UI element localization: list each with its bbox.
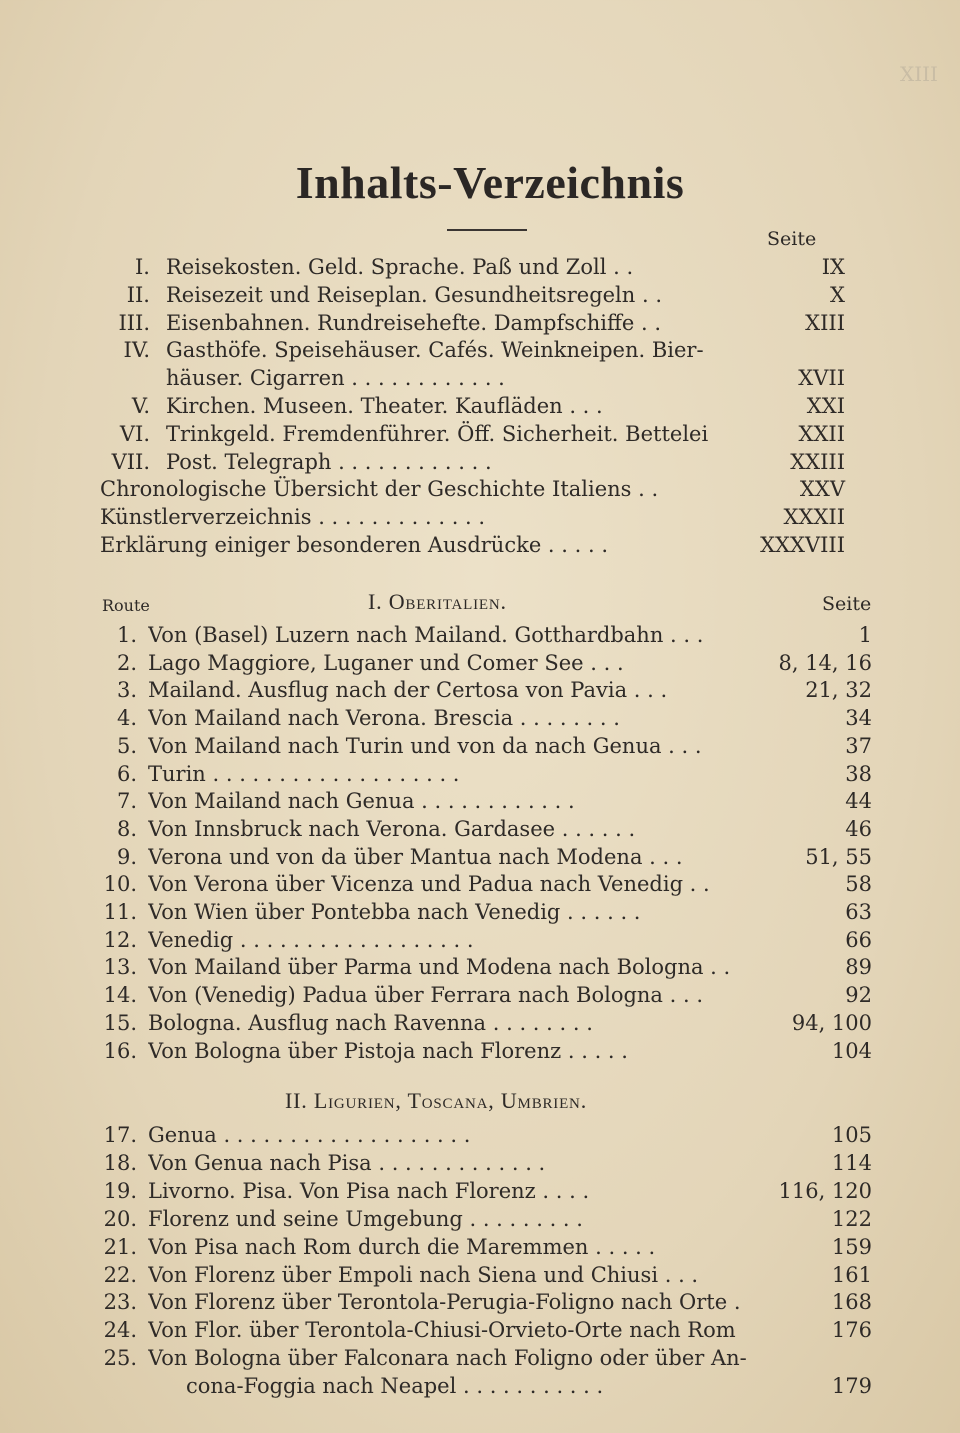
entry-title: Von Mailand über Parma und Modena nach Bologna . . (148, 955, 731, 980)
toc-entry (0, 1037, 960, 1065)
entry-page-number: 114 (831, 1150, 872, 1175)
toc-entry (0, 336, 960, 364)
entry-title: Von Flor. über Terontola-Chiusi-Orvieto-Orte nach Rom (148, 1318, 736, 1343)
entry-page-number: 44 (845, 789, 872, 814)
entry-number: 4. (116, 706, 137, 731)
entry-number: 17. (103, 1123, 137, 1147)
entry-title: Von Genua nach Pisa . . . . . . . . . . . . . (148, 1150, 546, 1175)
toc-entry (0, 732, 960, 760)
entry-number: 11. (103, 900, 137, 924)
toc-entry (0, 787, 960, 815)
entry-page-number: 37 (845, 733, 872, 758)
entry-title: Erklärung einiger besonderen Ausdrücke . . . . . (100, 533, 608, 557)
route-label: Route (102, 596, 150, 615)
entry-title: Chronologische Übersicht der Geschichte Italiens . . (100, 477, 659, 502)
entry-number: 6. (116, 761, 137, 786)
entry-number: 25. (103, 1346, 137, 1371)
toc-entry (0, 953, 960, 981)
toc-entry (0, 1233, 960, 1261)
entry-page-number: XIII (805, 310, 845, 335)
section2-title: II. Ligurien, Toscana, Umbrien. (285, 1088, 587, 1113)
entry-number: 18. (103, 1150, 137, 1175)
entry-number: 7. (116, 789, 137, 814)
toc-entry (0, 815, 960, 843)
entry-title: Turin . . . . . . . . . . . . . . . . . . . (148, 761, 460, 786)
entry-number: 16. (103, 1038, 137, 1063)
entry-title: Von Verona über Vicenza und Padua nach Venedig . . (148, 872, 710, 897)
entry-page-number: 161 (831, 1262, 872, 1287)
corner-page-mark: XIII (900, 62, 938, 86)
toc-entry (0, 253, 960, 281)
entry-page-number: 176 (831, 1318, 872, 1343)
entry-number: 5. (116, 733, 137, 758)
title-rule (447, 229, 527, 231)
entry-page-number: 168 (831, 1290, 872, 1315)
entry-number: V. (131, 394, 150, 418)
entry-title: Bologna. Ausflug nach Ravenna . . . . . . . . (148, 1010, 593, 1035)
entry-number: 3. (116, 678, 137, 703)
entry-page-number: 179 (831, 1374, 872, 1399)
entry-title: Florenz und seine Umgebung . . . . . . . . . (148, 1206, 583, 1231)
toc-entry (0, 1288, 960, 1316)
toc-entry (0, 704, 960, 732)
entry-page-number: 104 (831, 1038, 872, 1063)
entry-page-number: XXXII (783, 505, 845, 530)
section1-column-label: Seite (822, 593, 872, 615)
entry-title: Von (Basel) Luzern nach Mailand. Gotthardbahn . . . (148, 623, 704, 647)
entry-number: 2. (116, 650, 137, 675)
entry-page-number: 63 (845, 900, 872, 924)
entry-page-number: IX (821, 255, 845, 279)
entry-page-number: XXXVIII (760, 533, 845, 557)
entry-title: Lago Maggiore, Luganer und Comer See . . . (148, 650, 624, 675)
entry-title: Von Mailand nach Genua . . . . . . . . . . . . (148, 789, 575, 814)
entry-number: 14. (103, 983, 137, 1008)
entry-number: 19. (103, 1178, 137, 1203)
entry-title: Verona und von da über Mantua nach Modena . . . (148, 844, 683, 869)
toc-entry (0, 1344, 960, 1372)
entry-title: Künstlerverzeichnis . . . . . . . . . . . . . (100, 505, 486, 530)
entry-title: Eisenbahnen. Rundreisehefte. Dampfschiffe . . (166, 310, 662, 335)
page-title: Inhalts-Verzeichnis (295, 157, 685, 208)
entry-number: 21. (103, 1234, 137, 1259)
entry-number: VI. (119, 421, 150, 446)
entry-number: 23. (103, 1290, 137, 1315)
toc-entry (0, 281, 960, 309)
toc-entry (0, 1205, 960, 1233)
entry-title: Von Florenz über Terontola-Perugia-Foligno nach Orte . (148, 1290, 741, 1315)
entry-page-number: 38 (845, 761, 872, 786)
toc-entry (0, 1316, 960, 1344)
entry-page-number: 34 (845, 706, 872, 731)
entry-page-number: 66 (845, 927, 872, 952)
entry-title: Von Mailand nach Verona. Brescia . . . . . . . . (148, 706, 620, 731)
toc-entry (0, 981, 960, 1009)
entry-page-number: 105 (831, 1123, 872, 1147)
intro-column-label: Seite (767, 228, 817, 250)
entry-title: Reisekosten. Geld. Sprache. Paß und Zoll . . (166, 255, 634, 279)
toc-entry (0, 926, 960, 954)
entry-page-number: XXII (798, 421, 845, 446)
entry-title: Von Pisa nach Rom durch die Maremmen . . . . . (148, 1234, 656, 1259)
entry-number: 1. (116, 623, 137, 647)
toc-entry (0, 898, 960, 926)
entry-title: Kirchen. Museen. Theater. Kaufläden . . . (166, 394, 603, 418)
entry-number: I. (135, 255, 150, 279)
entry-title: Von Wien über Pontebba nach Venedig . . . . . . (148, 900, 641, 924)
entry-title: Trinkgeld. Fremdenführer. Öff. Sicherheit. Bettelei (166, 421, 709, 446)
entry-page-number: 122 (831, 1206, 872, 1231)
entry-page-number: XVII (798, 366, 845, 391)
entry-title: Von Innsbruck nach Verona. Gardasee . . . . . . (148, 816, 636, 841)
toc-entry (0, 870, 960, 898)
entry-number: 15. (103, 1010, 137, 1035)
entry-page-number: 159 (831, 1234, 872, 1259)
entry-title: Von Florenz über Empoli nach Siena und Chiusi . . . (148, 1262, 699, 1287)
entry-title: Von Mailand nach Turin und von da nach Genua . . . (148, 733, 702, 758)
entry-page-number: 92 (845, 983, 872, 1008)
entry-title: Reisezeit und Reiseplan. Gesundheitsregeln . . (166, 282, 663, 307)
entry-page-number: 8, 14, 16 (778, 650, 872, 675)
entry-page-number: 116, 120 (778, 1178, 872, 1203)
entry-number: 13. (103, 955, 137, 980)
toc-entry (0, 621, 960, 649)
entry-number: III. (118, 310, 150, 335)
entry-number: IV. (123, 338, 150, 363)
entry-page-number: 94, 100 (791, 1010, 872, 1035)
toc-entry (0, 760, 960, 788)
entry-title-continuation: cona-Foggia nach Neapel . . . . . . . . . . . (186, 1374, 604, 1399)
entry-number: 10. (103, 872, 137, 897)
toc-entry (0, 1121, 960, 1149)
entry-title: Gasthöfe. Speisehäuser. Cafés. Weinkneipen. Bier- (166, 338, 704, 363)
entry-number: VII. (111, 449, 150, 474)
entry-title: Post. Telegraph . . . . . . . . . . . . (166, 449, 492, 474)
entry-number: II. (126, 282, 150, 307)
entry-title: Mailand. Ausflug nach der Certosa von Pavia . . . (148, 678, 668, 703)
entry-page-number: 58 (845, 872, 872, 897)
entry-page-number: XXI (806, 394, 845, 418)
entry-page-number: 21, 32 (805, 678, 872, 703)
entry-title: Livorno. Pisa. Von Pisa nach Florenz . . . . (148, 1178, 590, 1203)
toc-entry (0, 1149, 960, 1177)
entry-title: Von (Venedig) Padua über Ferrara nach Bologna . . . (148, 983, 704, 1008)
entry-title: Genua . . . . . . . . . . . . . . . . . . . (148, 1123, 471, 1147)
toc-entry (0, 1261, 960, 1289)
entry-number: 20. (103, 1206, 137, 1231)
entry-number: 9. (116, 844, 137, 869)
section1-title: I. Oberitalien. (368, 589, 507, 614)
entry-page-number: 46 (845, 816, 872, 841)
entry-title-continuation: häuser. Cigarren . . . . . . . . . . . . (166, 366, 505, 391)
entry-page-number: X (830, 282, 845, 307)
entry-title: Venedig . . . . . . . . . . . . . . . . . . (148, 927, 474, 952)
entry-title: Von Bologna über Pistoja nach Florenz . . . . . (148, 1038, 628, 1063)
entry-page-number: XXIII (790, 449, 845, 474)
entry-number: 8. (116, 816, 137, 841)
entry-number: 22. (103, 1262, 137, 1287)
entry-page-number: 1 (858, 623, 872, 647)
entry-page-number: 51, 55 (805, 844, 872, 869)
entry-page-number: XXV (799, 477, 845, 502)
entry-number: 24. (103, 1318, 137, 1343)
entry-number: 12. (103, 927, 137, 952)
entry-page-number: 89 (845, 955, 872, 980)
entry-title: Von Bologna über Falconara nach Foligno oder über An- (148, 1346, 747, 1371)
